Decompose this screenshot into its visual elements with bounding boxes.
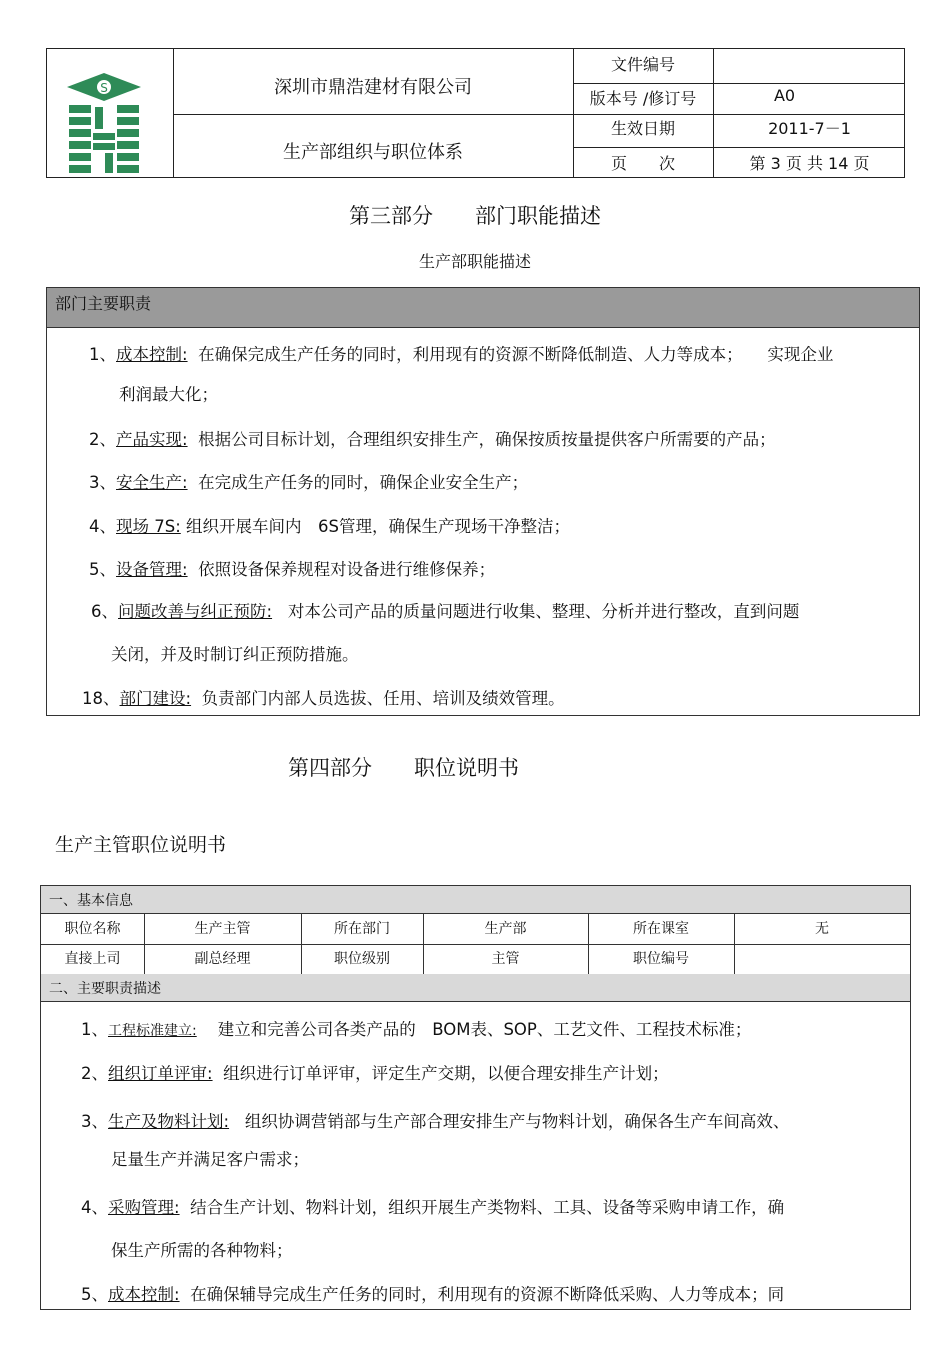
part4-title: 第四部分 职位说明书 (288, 756, 519, 780)
duties-box (46, 287, 920, 716)
company-name: 深圳市鼎浩建材有限公司 (274, 77, 472, 98)
resp-4-cont: 保生产所需的各种物料； (111, 1241, 293, 1260)
responsibilities-header: 二、主要职责描述 (41, 974, 910, 1002)
part3-subtitle: 生产部职能描述 (418, 252, 531, 271)
job-description-table (40, 885, 911, 1310)
value-effective-date: 2011-7－1 (768, 119, 851, 138)
resp-4: 4、采购管理: 结合生产计划、物料计划，组织开展生产类物料、工具、设备等采购申请工作，确 (81, 1198, 785, 1217)
duty-4: 4、现场 7S: 组织开展车间内 6S管理，确保生产现场干净整洁； (89, 517, 571, 536)
duty-1-cont: 利润最大化； (119, 385, 218, 404)
duty-1: 1、成本控制: 在确保完成生产任务的同时，利用现有的资源不断降低制造、人力等成本； 实现企业 (89, 345, 834, 364)
cell-level-label: 职位级别 (334, 951, 390, 967)
label-page: 页 次 (610, 154, 675, 173)
duty-6: 6、问题改善与纠正预防: 对本公司产品的质量问题进行收集、整理、分析并进行整改，直到问题 (91, 602, 800, 621)
label-file-no: 文件编号 (610, 55, 675, 74)
cell-section: 无 (815, 921, 829, 937)
company-logo (61, 71, 147, 176)
cell-supervisor: 副总经理 (194, 951, 251, 967)
resp-5: 5、成本控制: 在确保辅导完成生产任务的同时，利用现有的资源不断降低采购、人力等成本；同 (81, 1285, 785, 1304)
duties-header: 部门主要职责 (47, 288, 919, 328)
basic-info-header: 一、基本信息 (41, 886, 910, 914)
job-title: 生产主管职位说明书 (55, 834, 227, 856)
cell-position-name: 生产主管 (194, 921, 251, 937)
value-version: A0 (773, 86, 796, 105)
label-version: 版本号 /修订号 (589, 89, 697, 108)
svg-text:S: S (100, 81, 108, 95)
basic-row-2 (41, 944, 910, 975)
duty-3: 3、安全生产: 在完成生产任务的同时，确保企业安全生产； (89, 473, 529, 492)
cell-position-name-label: 职位名称 (64, 921, 121, 937)
doc-title: 生产部组织与职位体系 (283, 142, 463, 163)
cell-position-no (734, 944, 910, 974)
cell-dept-label: 所在部门 (334, 921, 390, 937)
cell-section-label: 所在课室 (633, 921, 689, 937)
basic-row-1 (41, 914, 910, 945)
duty-2: 2、产品实现: 根据公司目标计划，合理组织安排生产，确保按质按量提供客户所需要的产品； (89, 430, 776, 449)
resp-1: 1、工程标准建立: 建立和完善公司各类产品的 BOM表、SOP、工艺文件、工程技术标准； (81, 1020, 752, 1039)
cell-level: 主管 (491, 951, 520, 967)
resp-3-cont: 足量生产并满足客户需求； (111, 1150, 309, 1169)
resp-2: 2、组织订单评审: 组织进行订单评审，评定生产交期，以便合理安排生产计划； (81, 1064, 669, 1083)
duty-6-cont: 关闭，并及时制订纠正预防措施。 (111, 645, 359, 664)
document-header (46, 48, 905, 178)
value-page: 第 3 页 共 14 页 (749, 154, 870, 173)
cell-supervisor-label: 直接上司 (64, 951, 121, 967)
duty-18: 18、部门建设: 负责部门内部人员选拔、任用、培训及绩效管理。 (82, 689, 565, 708)
part3-title: 第三部分 部门职能描述 (349, 204, 601, 228)
cell-position-no-label: 职位编号 (633, 951, 689, 967)
resp-3: 3、生产及物料计划: 组织协调营销部与生产部合理安排生产与物料计划，确保各生产车间高效、 (81, 1112, 790, 1131)
label-effective-date: 生效日期 (610, 119, 675, 138)
cell-dept: 生产部 (484, 921, 527, 937)
duty-5: 5、设备管理: 依照设备保养规程对设备进行维修保养； (89, 560, 496, 579)
